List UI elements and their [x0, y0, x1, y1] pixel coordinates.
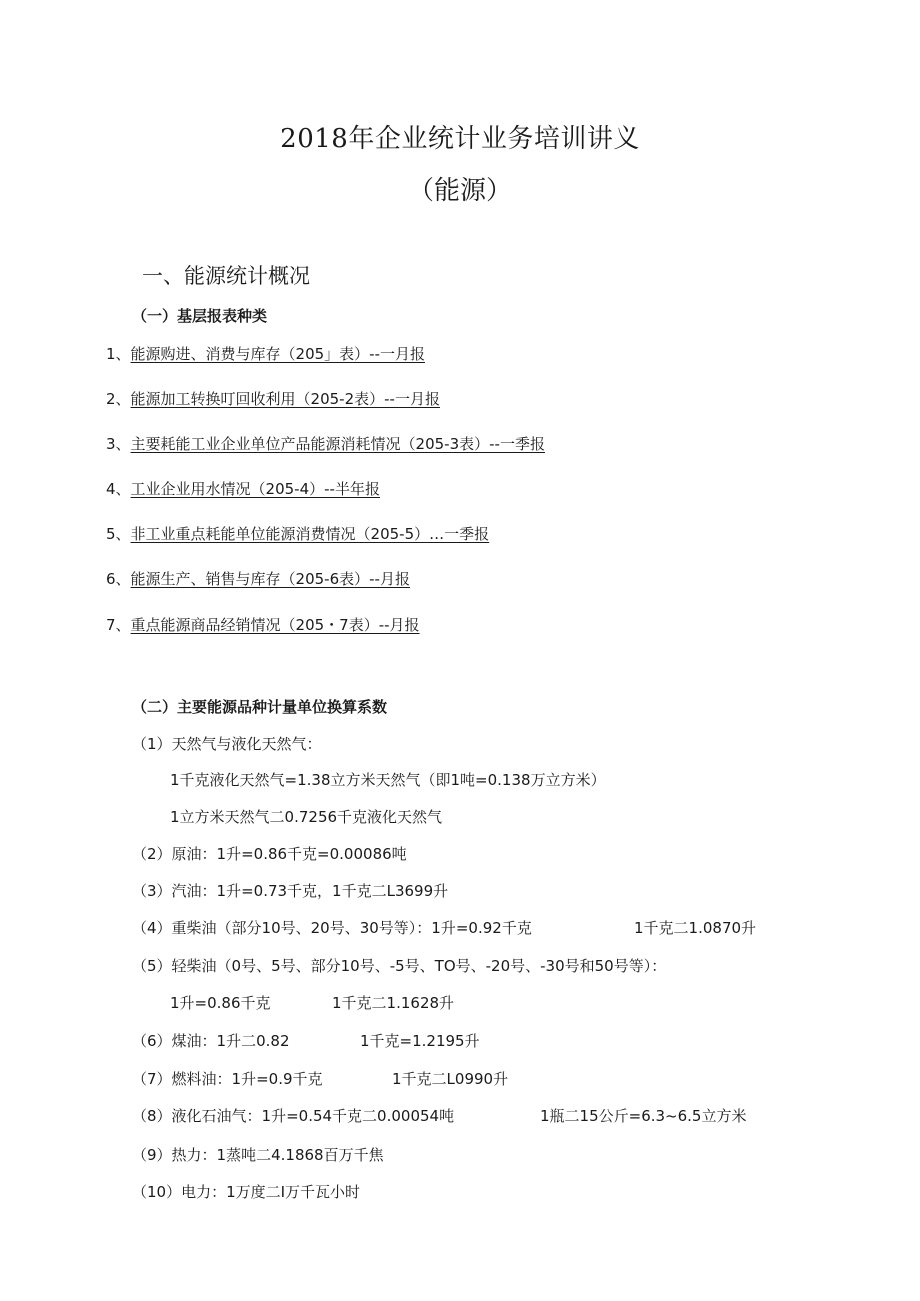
conversion-line: （10）电力：1万度二I万千瓦小时 [132, 1183, 361, 1201]
list-item [106, 433, 545, 454]
conversion-line: 1瓶二15公斤=6.3~6.5立方米 [540, 1107, 747, 1125]
conversion-line: 1千克=1.2195升 [360, 1032, 480, 1050]
list-item [106, 478, 380, 499]
conversion-line: （4）重柴油（部分10号、20号、30号等）：1升=0.92千克 [132, 919, 532, 937]
list-item-text: 能源加工转换叮回收利用（205-2表）--一月报 [130, 390, 440, 408]
list-item-number: 2、 [106, 390, 131, 408]
list-item-text: 非工业重点耗能单位能源消费情况（205-5）…一季报 [130, 525, 490, 543]
list-item-number: 7、 [106, 616, 131, 634]
conversion-line: 1千克二L0990升 [392, 1070, 509, 1088]
list-item-text: 能源生产、销售与库存（205-6表）--月报 [130, 570, 410, 588]
conversion-line: （3）汽油：1升=0.73千克，1千克二L3699升 [132, 882, 449, 900]
list-item [106, 388, 440, 409]
list-item-number: 3、 [106, 435, 131, 453]
list-item-number: 6、 [106, 570, 131, 588]
list-item [106, 568, 410, 589]
list-item-text: 主要耗能工业企业单位产品能源消耗情况（205-3表）--一季报 [130, 435, 545, 453]
section-heading: 一、能源统计概况 [142, 264, 310, 288]
list-item-text: 重点能源商品经销情况（205・7表）--月报 [130, 616, 420, 634]
conversion-line: 1升=0.86千克 [170, 994, 271, 1012]
conversion-line: （1）天然气与液化天然气： [132, 735, 322, 753]
conversion-line: （7）燃料油：1升=0.9千克 [132, 1070, 323, 1088]
conversion-line: （5）轻柴油（0号、5号、部分10号、-5号、TO号、-20号、-30号和50号等）： [132, 957, 667, 975]
conversion-line: （8）液化石油气：1升=0.54千克二0.00054吨 [132, 1107, 455, 1125]
conversion-line: 1千克二1.1628升 [332, 994, 455, 1012]
conversion-line: （9）热力：1蒸吨二4.1868百万千焦 [132, 1146, 384, 1164]
list-item [106, 614, 420, 635]
list-item-number: 1、 [106, 345, 131, 363]
subsection-heading-conversion: （二）主要能源品种计量单位换算系数 [132, 698, 388, 716]
list-item-text: 能源购进、消费与库存（205」表）--一月报 [130, 345, 426, 363]
conversion-line: （2）原油：1升=0.86千克=0.00086吨 [132, 845, 407, 863]
list-item-text: 工业企业用水情况（205-4）--半年报 [130, 480, 380, 498]
conversion-line: 1千克液化天然气=1.38立方米天然气（即1吨=0.138万立方米） [170, 771, 606, 789]
conversion-line: 1千克二1.0870升 [634, 919, 757, 937]
list-item-number: 4、 [106, 480, 131, 498]
list-item [106, 343, 425, 364]
list-item-number: 5、 [106, 525, 131, 543]
conversion-line: （6）煤油：1升二0.82 [132, 1032, 290, 1050]
conversion-line: 1立方米天然气二0.7256千克液化天然气 [170, 808, 443, 826]
subsection-heading-report-types: （一）基层报表种类 [132, 307, 268, 325]
document-title: 2018年企业统计业务培训讲义 [280, 124, 640, 154]
document-subtitle: （能源） [407, 176, 512, 206]
list-item [106, 523, 489, 544]
